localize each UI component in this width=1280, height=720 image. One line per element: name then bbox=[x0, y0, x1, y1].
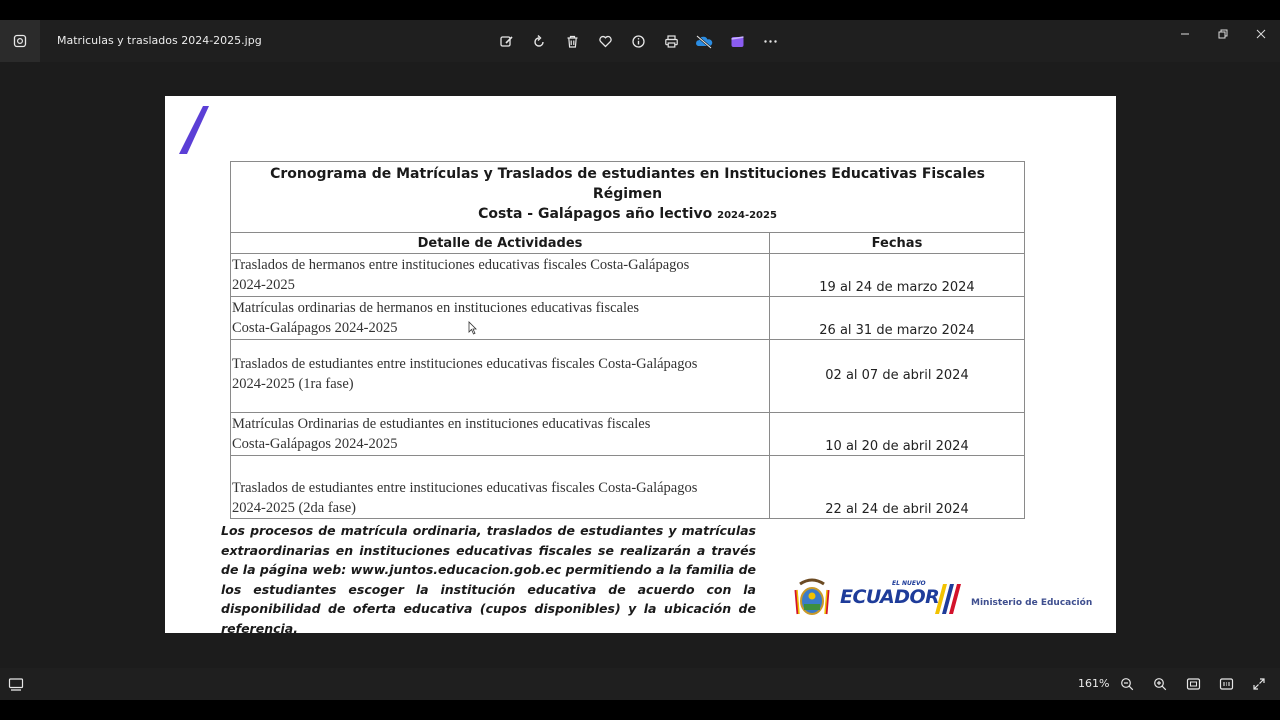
activity-cell: Matrículas Ordinarias de estudiantes en instituciones educativas fiscales Costa-Galápagos 2024-2025 bbox=[231, 413, 770, 456]
activity-cell: Traslados de estudiantes entre instituciones educativas fiscales Costa-Galápagos 2024-2025 (1ra fase) bbox=[231, 340, 770, 413]
more-options-icon[interactable] bbox=[759, 30, 781, 52]
activity-cell: Traslados de hermanos entre instituciones educativas fiscales Costa-Galápagos 2024-2025 bbox=[231, 254, 770, 297]
schedule-title-line2: Costa - Galápagos año lectivo bbox=[478, 206, 718, 222]
screen-bottom-bar bbox=[0, 700, 1280, 720]
date-cell: 10 al 20 de abril 2024 bbox=[770, 413, 1025, 456]
filmstrip-icon[interactable] bbox=[8, 676, 24, 696]
fit-to-window-icon[interactable] bbox=[1182, 674, 1204, 694]
activity-cell: Traslados de estudiantes entre instituciones educativas fiscales Costa-Galápagos 2024-2025 (2da fase) bbox=[231, 456, 770, 519]
title-bar bbox=[0, 20, 1280, 62]
activities-header: Detalle de Actividades bbox=[231, 233, 770, 254]
edit-image-icon[interactable] bbox=[495, 30, 517, 52]
activity-cell: Matrículas ordinarias de hermanos en instituciones educativas fiscales Costa-Galápagos 2024-2025 bbox=[231, 297, 770, 340]
brand-slash-icon bbox=[177, 104, 211, 156]
minimize-icon[interactable] bbox=[1166, 20, 1204, 48]
table-row bbox=[231, 413, 1025, 456]
rotate-icon[interactable] bbox=[528, 30, 550, 52]
print-icon[interactable] bbox=[660, 30, 682, 52]
date-cell: 02 al 07 de abril 2024 bbox=[770, 340, 1025, 413]
screen-top-bar bbox=[0, 0, 1280, 20]
table-row bbox=[231, 254, 1025, 297]
restore-icon[interactable] bbox=[1204, 20, 1242, 48]
coat-of-arms-icon bbox=[792, 576, 832, 620]
table-row bbox=[231, 456, 1025, 519]
window-title: Matriculas y traslados 2024-2025.jpg bbox=[57, 34, 262, 47]
displayed-image bbox=[165, 96, 1116, 636]
zoom-out-icon[interactable] bbox=[1116, 674, 1138, 694]
viewer-toolbar bbox=[495, 30, 781, 52]
government-logos bbox=[792, 576, 1112, 620]
schedule-title-year: 2024-2025 bbox=[717, 210, 777, 221]
photos-app-icon[interactable] bbox=[0, 20, 40, 62]
table-row bbox=[231, 340, 1025, 413]
status-bar bbox=[0, 668, 1280, 700]
enrollment-note: Los procesos de matrícula ordinaria, traslados de estudiantes y matrículas extraordinarias en instituciones educativas fiscales se realizarán a través de la página web: www.juntos.educacion.gob.ec permitiendo a la familia de los estudiantes escoger la institución educativa de acuerdo con la disponibilidad de oferta educativa (cupos disponibles) y la ubicación de referencia. bbox=[221, 523, 756, 636]
date-cell: 26 al 31 de marzo 2024 bbox=[770, 297, 1025, 340]
table-row bbox=[231, 297, 1025, 340]
zoom-level[interactable]: 161% bbox=[1078, 677, 1110, 690]
schedule-title-line1: Cronograma de Matrículas y Traslados de estudiantes en Instituciones Educativas Fiscales Régimen bbox=[270, 166, 985, 202]
mouse-cursor-icon bbox=[468, 321, 477, 335]
actual-size-icon[interactable] bbox=[1215, 674, 1237, 694]
ecuador-logo-text: ECUADOR bbox=[840, 586, 940, 608]
zoom-in-icon[interactable] bbox=[1149, 674, 1171, 694]
schedule-table bbox=[230, 161, 1025, 519]
dates-header: Fechas bbox=[770, 233, 1025, 254]
favorite-heart-icon[interactable] bbox=[594, 30, 616, 52]
date-cell: 22 al 24 de abril 2024 bbox=[770, 456, 1025, 519]
fullscreen-icon[interactable] bbox=[1248, 674, 1270, 694]
close-icon[interactable] bbox=[1242, 20, 1280, 48]
delete-icon[interactable] bbox=[561, 30, 583, 52]
date-cell: 19 al 24 de marzo 2024 bbox=[770, 254, 1025, 297]
el-nuevo-text: EL NUEVO bbox=[892, 580, 926, 587]
flag-stripes-icon bbox=[925, 582, 965, 616]
schedule-title bbox=[231, 162, 1025, 233]
zoom-tools bbox=[1116, 674, 1270, 694]
file-info-icon[interactable] bbox=[627, 30, 649, 52]
window-controls bbox=[1166, 20, 1280, 48]
ministerio-label: Ministerio de Educación bbox=[971, 598, 1093, 608]
onedrive-cloud-icon[interactable] bbox=[693, 30, 715, 52]
clipchamp-video-icon[interactable] bbox=[726, 30, 748, 52]
